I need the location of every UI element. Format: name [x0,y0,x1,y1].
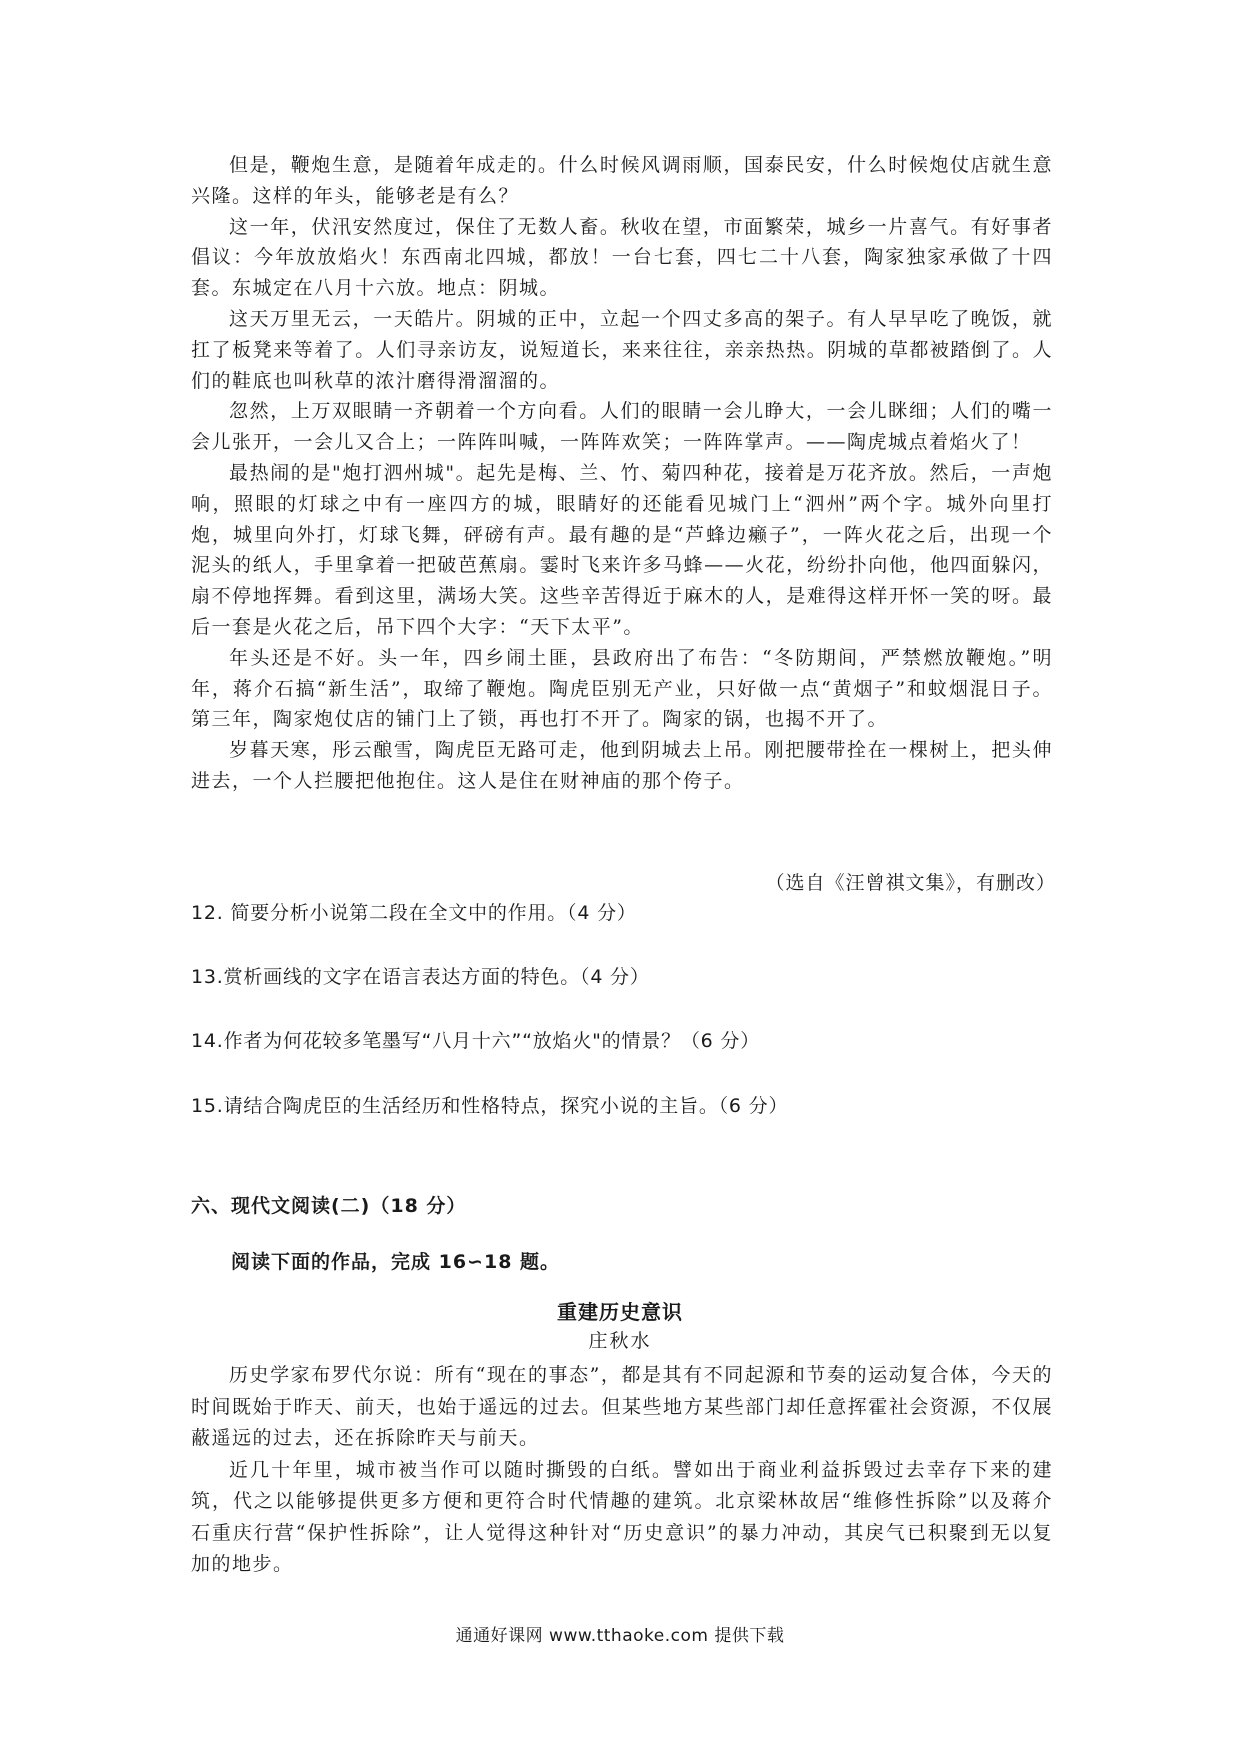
passage-paragraph: 年头还是不好。头一年，四乡闹土匪，县政府出了布告：“冬防期间，严禁燃放鞭炮。”明年，蒋介石搞“新生活”，取缔了鞭炮。陶虎臣别无产业，只好做一点“黄烟子”和蚊烟混日子。第三年，陶家炮仗店的铺门上了锁，再也打不开了。陶家的锅，也揭不开了。 [191,646,1053,731]
question-15: 15.请结合陶虎臣的生活经历和性格特点，探究小说的主旨。（6 分） [191,1095,789,1117]
question-12: 12. 简要分析小说第二段在全文中的作用。（4 分） [191,902,637,924]
section-instruction: 阅读下面的作品，完成 16∽18 题。 [231,1251,561,1273]
passage-paragraph: 但是，鞭炮生意，是随着年成走的。什么时候风调雨顺，国泰民安，什么时候炮仗店就生意兴隆。这样的年头，能够老是有么？ [191,154,1053,207]
passage-source: （选自《汪曾祺文集》，有删改） [765,872,1056,894]
passage-paragraph: 岁暮天寒，彤云酿雪，陶虎臣无路可走，他到阴城去上吊。刚把腰带拴在一棵树上，把头伸进去，一个人拦腰把他抱住。这人是住在财神庙的那个侉子。 [191,739,1053,792]
passage-paragraph: 最热闹的是"炮打泗州城"。起先是梅、兰、竹、菊四种花，接着是万花齐放。然后，一声炮响，照眼的灯球之中有一座四方的城，眼睛好的还能看见城门上“泗州”两个字。城外向里打炮，城里向外打，灯球飞舞，砰磅有声。最有趣的是“芦蜂边癞子”，一阵火花之后，出现一个泥头的纸人，手里拿着一把破芭蕉扇。霎时飞来许多马蜂——火花，纷纷扑向他，他四面躲闪，扇不停地挥舞。看到这里，满场大笑。这些辛苦得近于麻木的人，是难得这样开怀一笑的呀。最后一套是火花之后，吊下四个大字：“天下太平”。 [191,461,1053,638]
section-heading: 六、现代文阅读(二)（18 分） [191,1195,467,1217]
passage-paragraph: 这天万里无云，一天皓片。阴城的正中，立起一个四丈多高的架子。有人早早吃了晚饭，就扛了板凳来等着了。人们寻亲访友，说短道长，来来往往，亲亲热热。阴城的草都被踏倒了。人们的鞋底也叫秋草的浓汁磨得滑溜溜的。 [191,307,1053,392]
passage-paragraph: 忽然，上万双眼睛一齐朝着一个方向看。人们的眼睛一会儿睁大，一会儿眯细；人们的嘴一会儿张开，一会儿又合上；一阵阵叫喊，一阵阵欢笑；一阵阵掌声。——陶虎城点着焰火了！ [191,400,1053,454]
article-title: 重建历史意识 [557,1300,683,1324]
article-paragraph: 历史学家布罗代尔说：所有“现在的事态”，都是其有不同起源和节奏的运动复合体，今天的时间既始于昨天、前天，也始于遥远的过去。但某些地方某些部门却任意挥霍社会资源，不仅展蔽遥远的过去，还在拆除昨天与前天。 [191,1364,1053,1449]
download-footer: 通通好课网 www.tthaoke.com 提供下载 [455,1626,785,1646]
article-author: 庄秋水 [588,1330,652,1352]
passage-paragraph: 这一年，伏汛安然度过，保住了无数人畜。秋收在望，市面繁荣，城乡一片喜气。有好事者倡议：今年放放焰火！东西南北四城，都放！一台七套，四七二十八套，陶家独家承做了十四套。东城定在八月十六放。地点：阴城。 [191,215,1053,300]
question-13: 13.赏析画线的文字在语言表达方面的特色。（4 分） [191,966,650,988]
article-body [191,1360,1053,1581]
question-14: 14.作者为何花较多笔墨写“八月十六”“放焰火"的情景？（6 分） [191,1030,761,1052]
article-paragraph: 近几十年里，城市被当作可以随时撕毁的白纸。譬如出于商业利益拆毁过去幸存下来的建筑，代之以能够提供更多方便和更符合时代情趣的建筑。北京梁林故居“维修性拆除”以及蒋介石重庆行营“保护性拆除”，让人觉得这种针对“历史意识”的暴力冲动，其戾气已积聚到无以复加的地步。 [191,1458,1053,1575]
story-passage [191,150,1053,797]
